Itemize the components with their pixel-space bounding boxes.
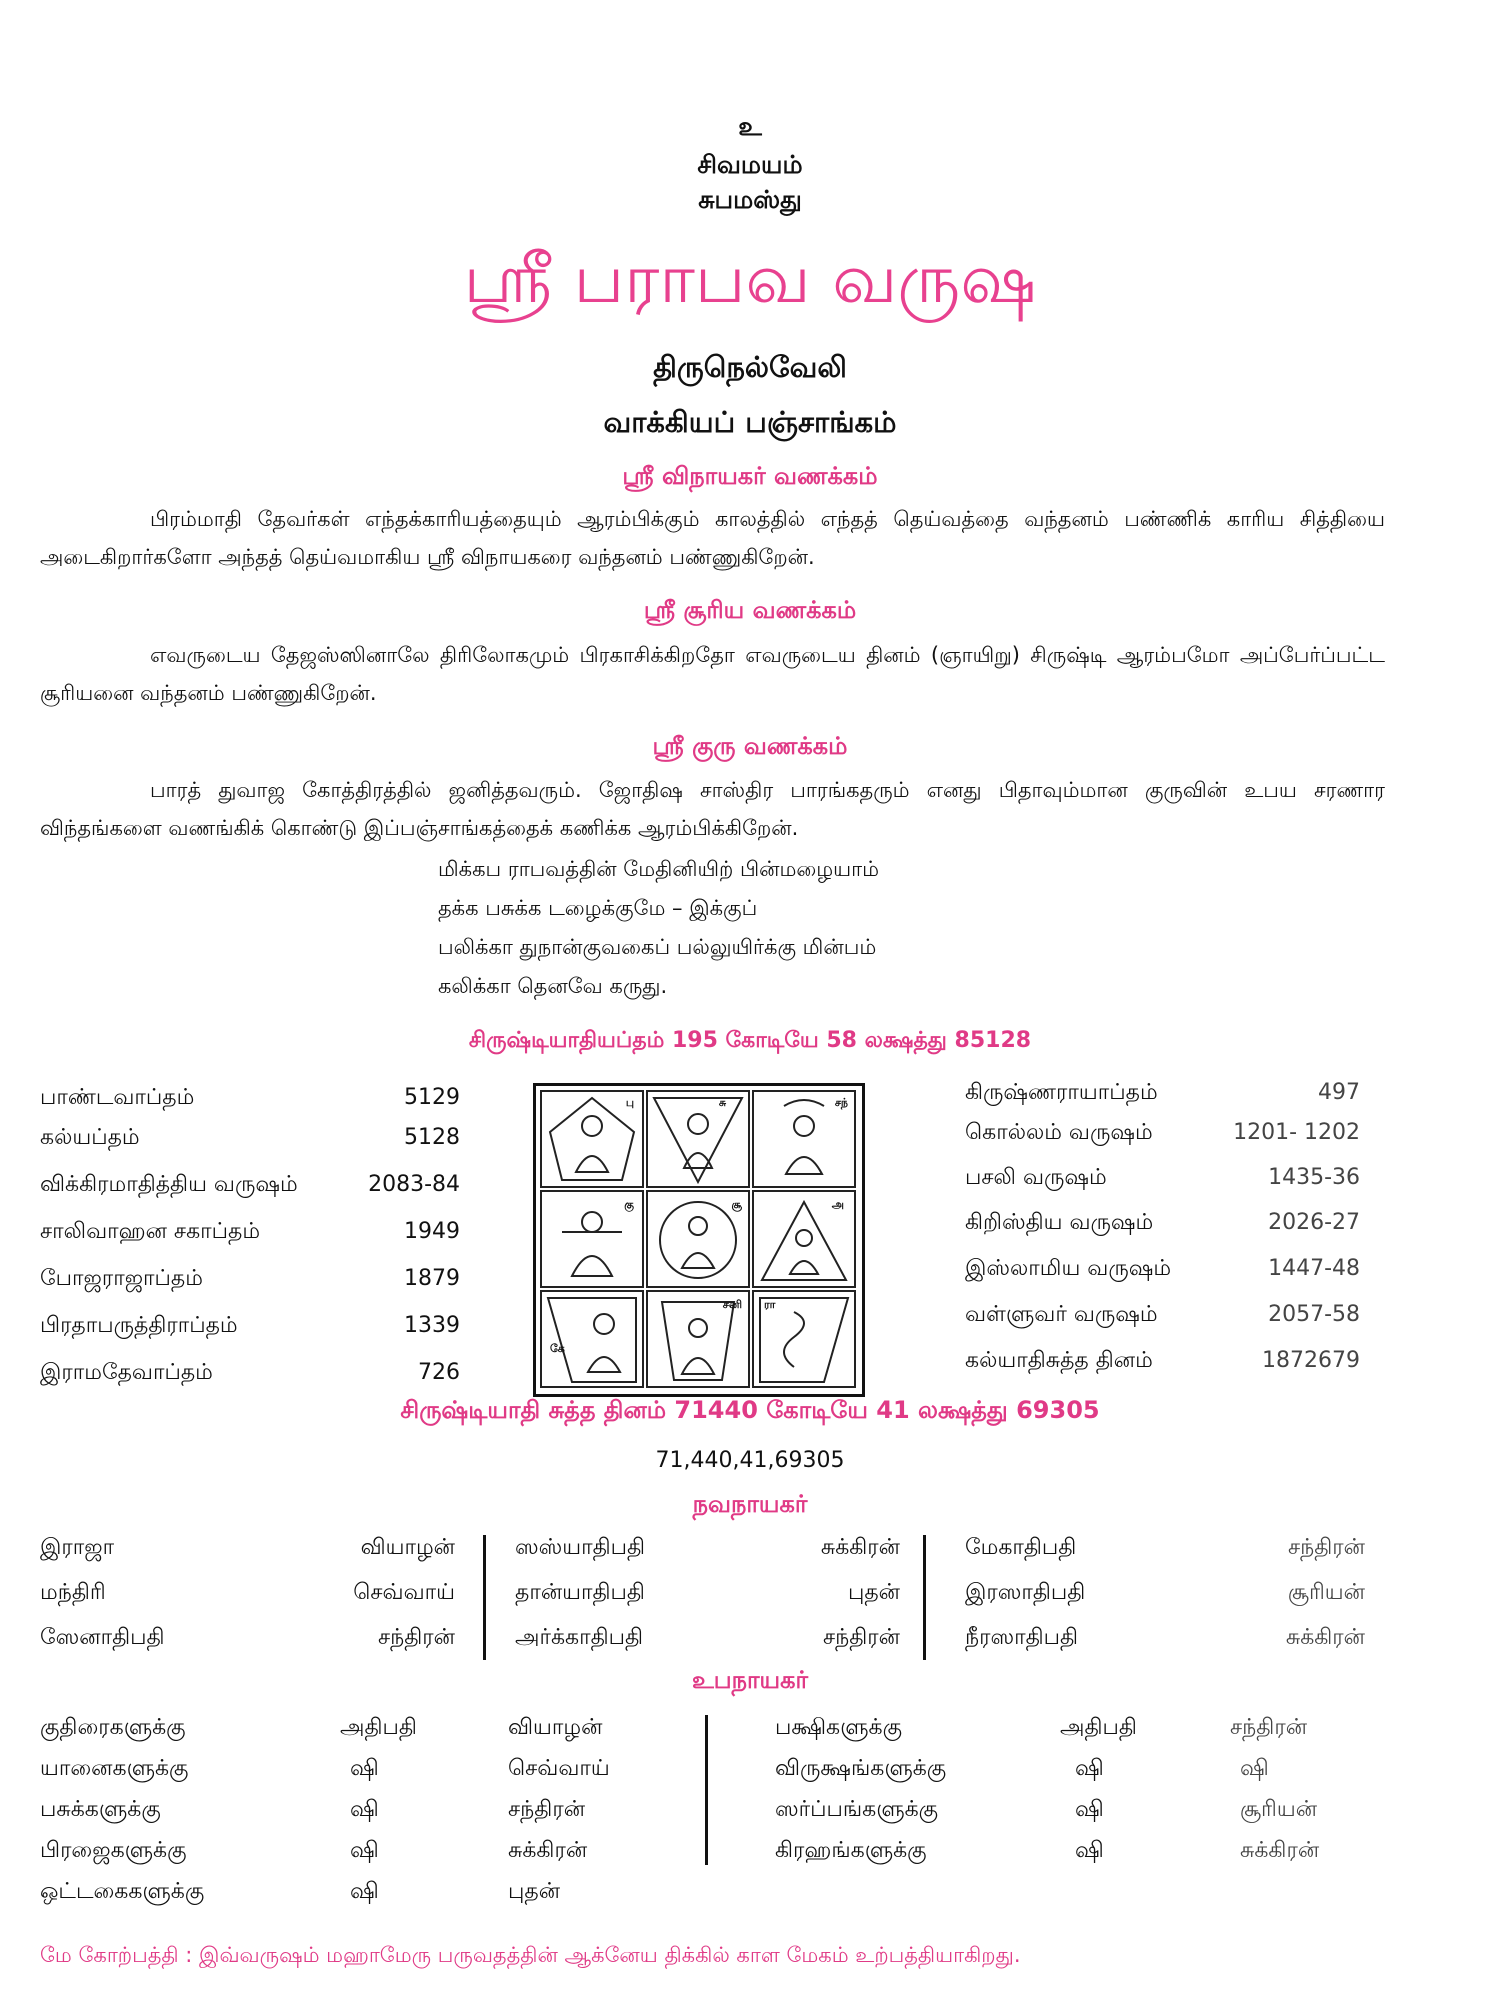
left-row-label: பிரதாபருத்திராப்தம் [40, 1313, 238, 1338]
planet-label: கு [624, 1198, 634, 1211]
nava-value: சுக்கிரன் [820, 1535, 900, 1560]
left-row-value: 1879 [404, 1266, 460, 1291]
subamasthu-line: சுபமஸ்து [698, 185, 802, 214]
upa-role: ஷி [1075, 1797, 1104, 1822]
suriya-paragraph [40, 636, 1385, 712]
rasi-cell [752, 1190, 856, 1288]
rasi-cell [540, 1290, 644, 1388]
suddha-dinam-number: 71,440,41,69305 [655, 1448, 845, 1473]
verse-line: கலிக்கா தெனவே கருது. [438, 974, 668, 998]
upa-role: ஷி [1075, 1756, 1104, 1781]
right-row-label: பசலி வருஷம் [965, 1165, 1107, 1190]
suriya-heading: ஸ்ரீ சூரிய வணக்கம் [643, 596, 857, 624]
upa-role: ஷி [350, 1879, 379, 1904]
upa-item: விருக்ஷங்களுக்கு [775, 1756, 947, 1781]
left-row-value: 5128 [404, 1125, 460, 1150]
right-row-label: கொல்லம் வருஷம் [965, 1120, 1153, 1145]
right-row-label: கிறிஸ்திய வருஷம் [965, 1210, 1154, 1235]
rasi-cell [540, 1190, 644, 1288]
suddha-dinam-heading: சிருஷ்டியாதி சுத்த தினம் 71440 கோடியே 41 லக்ஷத்து 69305 [400, 1396, 1100, 1424]
rasi-chart [533, 1083, 865, 1397]
left-row-value: 1949 [404, 1219, 460, 1244]
upa-item: பிரஜைகளுக்கு [40, 1838, 187, 1863]
upa-planet: புதன் [508, 1879, 561, 1904]
right-row-label: வள்ளுவர் வருஷம் [965, 1302, 1158, 1327]
nava-label: ஸஸ்யாதிபதி [515, 1535, 646, 1560]
nava-label: ஸேனாதிபதி [40, 1625, 165, 1650]
left-row-label: பாண்டவாப்தம் [40, 1085, 195, 1110]
planet-label: ரா [764, 1298, 776, 1311]
nava-value: சந்திரன் [377, 1625, 455, 1650]
rasi-cell [752, 1290, 856, 1388]
nava-label: மந்திரி [40, 1580, 106, 1605]
left-row-label: விக்கிரமாதித்திய வருஷம் [40, 1172, 298, 1197]
rasi-cell [646, 1190, 750, 1288]
planet-label: சு [718, 1096, 726, 1109]
planet-label: பு [625, 1096, 634, 1109]
upa-item: யானைகளுக்கு [40, 1756, 189, 1781]
right-row-value: 497 [1318, 1080, 1360, 1105]
right-row-label: இஸ்லாமிய வருஷம் [965, 1256, 1172, 1281]
upa-planet: சந்திரன் [1230, 1715, 1308, 1740]
vinayagar-heading: ஸ்ரீ விநாயகர் வணக்கம் [622, 462, 878, 490]
nava-label: நீரஸாதிபதி [965, 1625, 1079, 1650]
footer-note: மே கோற்பத்தி : இவ்வருஷம் மஹாமேரு பருவதத்தின் ஆக்னேய திக்கில் காள மேகம் உற்பத்தியாகிறது. [40, 1943, 1021, 1967]
guru-text: பாரத் துவாஜ கோத்திரத்தில் ஜனித்தவரும். ஜோதிஷ சாஸ்திர பாரங்கதரும் எனது பிதாவும்மான குருவின் உபய சரணார விந்தங்களை வணங்கிக் கொண்டு இப்பஞ்சாங்கத்தைக் கணிக்க ஆரம்பிக்கிறேன். [40, 778, 1385, 840]
upa-planet: சூரியன் [1240, 1797, 1318, 1822]
nava-label: இராஜா [40, 1535, 115, 1560]
guru-heading: ஸ்ரீ குரு வணக்கம் [652, 732, 848, 760]
right-row-label: கிருஷ்ணராயாப்தம் [965, 1080, 1158, 1105]
planet-label: கே [550, 1342, 565, 1355]
nava-value: சந்திரன் [1287, 1535, 1365, 1560]
column-divider [923, 1535, 926, 1660]
vinayagar-paragraph [40, 500, 1385, 576]
deity-icon [648, 1092, 748, 1186]
right-row-value: 1872679 [1262, 1348, 1360, 1373]
right-row-value: 2026-27 [1268, 1210, 1360, 1235]
guru-paragraph [40, 771, 1385, 847]
right-row-label: கல்யாதிசுத்த தினம் [965, 1348, 1153, 1373]
nava-value: சூரியன் [1287, 1580, 1365, 1605]
right-row-value: 1435-36 [1268, 1165, 1360, 1190]
right-row-value: 1447-48 [1268, 1256, 1360, 1281]
verse-line: பலிக்கா துநான்குவகைப் பல்லுயிர்க்கு மின்பம் [438, 935, 877, 959]
sivamayam-line: சிவமயம் [697, 150, 803, 179]
verse-block [438, 850, 879, 1006]
left-row-label: போஜராஜாப்தம் [40, 1266, 203, 1291]
page-title: ஸ்ரீ பராபவ வருஷ [463, 240, 1037, 319]
place-heading: திருநெல்வேலி [653, 350, 847, 384]
right-row-value: 2057-58 [1268, 1302, 1360, 1327]
nava-value: செவ்வாய் [353, 1580, 455, 1605]
nava-label: அர்க்காதிபதி [515, 1625, 644, 1650]
upa-planet: செவ்வாய் [508, 1756, 610, 1781]
right-row-value: 1201- 1202 [1233, 1120, 1360, 1145]
deity-icon [542, 1292, 642, 1386]
planet-label: அ [831, 1198, 844, 1211]
upa-planet: சந்திரன் [508, 1797, 586, 1822]
left-row-label: சாலிவாஹன சகாப்தம் [40, 1219, 261, 1244]
upanayagar-heading: உபநாயகர் [691, 1666, 809, 1694]
planet-label: சனி [722, 1298, 742, 1311]
navanayagar-heading: நவநாயகர் [692, 1490, 808, 1518]
panchangam-heading: வாக்கியப் பஞ்சாங்கம் [603, 405, 897, 439]
upa-planet: வியாழன் [508, 1715, 603, 1740]
nava-value: புதன் [847, 1580, 900, 1605]
rasi-cell [646, 1090, 750, 1188]
upa-role: ஷி [350, 1756, 379, 1781]
nava-label: தான்யாதிபதி [515, 1580, 645, 1605]
left-row-value: 726 [418, 1360, 460, 1385]
srishti-heading: சிருஷ்டியாதியப்தம் 195 கோடியே 58 லக்ஷத்து 85128 [468, 1028, 1032, 1053]
upa-item: ஒட்டகைகளுக்கு [40, 1879, 205, 1904]
planet-label: சந் [834, 1096, 848, 1109]
nava-value: சுக்கிரன் [1285, 1625, 1365, 1650]
rasi-cell [646, 1290, 750, 1388]
left-row-value: 1339 [404, 1313, 460, 1338]
upa-planet: ஷி [1240, 1756, 1269, 1781]
upa-planet: சுக்கிரன் [1240, 1838, 1320, 1863]
left-row-label: கல்யப்தம் [40, 1125, 140, 1150]
upa-role: அதிபதி [340, 1715, 417, 1740]
rasi-cell [752, 1090, 856, 1188]
vinayagar-text: பிரம்மாதி தேவர்கள் எந்தக்காரியத்தையும் ஆரம்பிக்கும் காலத்தில் எந்தத் தெய்வத்தை வந்தனம் பண்ணிக் காரிய சித்தியை அடைகிறார்களோ அந்தத் தெய்வமாகிய ஸ்ரீ விநாயகரை வந்தனம் பண்ணுகிறேன். [40, 507, 1385, 569]
upa-item: குதிரைகளுக்கு [40, 1715, 186, 1740]
upa-item: ஸர்ப்பங்களுக்கு [775, 1797, 939, 1822]
upa-role: அதிபதி [1060, 1715, 1137, 1740]
nava-value: சந்திரன் [822, 1625, 900, 1650]
left-row-value: 5129 [404, 1085, 460, 1110]
column-divider [483, 1535, 486, 1660]
upa-item: பசுக்களுக்கு [40, 1797, 161, 1822]
nava-label: மேகாதிபதி [965, 1535, 1077, 1560]
suriya-text: எவருடைய தேஜஸ்ஸினாலே திரிலோகமும் பிரகாசிக்கிறதோ எவருடைய தினம் (ஞாயிறு) சிருஷ்டி ஆரம்பமோ அப்பேர்ப்பட்ட சூரியனை வந்தனம் பண்ணுகிறேன். [40, 643, 1385, 705]
planet-label: சூ [731, 1198, 742, 1211]
left-row-label: இராமதேவாப்தம் [40, 1360, 213, 1385]
upa-item: கிரஹங்களுக்கு [775, 1838, 927, 1863]
om-symbol: உ [738, 112, 762, 142]
upa-role: ஷி [350, 1797, 379, 1822]
rasi-cell [540, 1090, 644, 1188]
nava-label: இரஸாதிபதி [965, 1580, 1086, 1605]
upa-role: ஷி [1075, 1838, 1104, 1863]
upa-role: ஷி [350, 1838, 379, 1863]
nava-value: வியாழன் [360, 1535, 455, 1560]
column-divider [705, 1715, 708, 1865]
verse-line: தக்க பசுக்க டழைக்குமே – இக்குப் [438, 896, 758, 920]
verse-line: மிக்கப ராபவத்தின் மேதினியிற் பின்மழையாம் [438, 857, 880, 881]
upa-planet: சுக்கிரன் [508, 1838, 588, 1863]
upa-item: பக்ஷிகளுக்கு [775, 1715, 902, 1740]
left-row-value: 2083-84 [368, 1172, 460, 1197]
